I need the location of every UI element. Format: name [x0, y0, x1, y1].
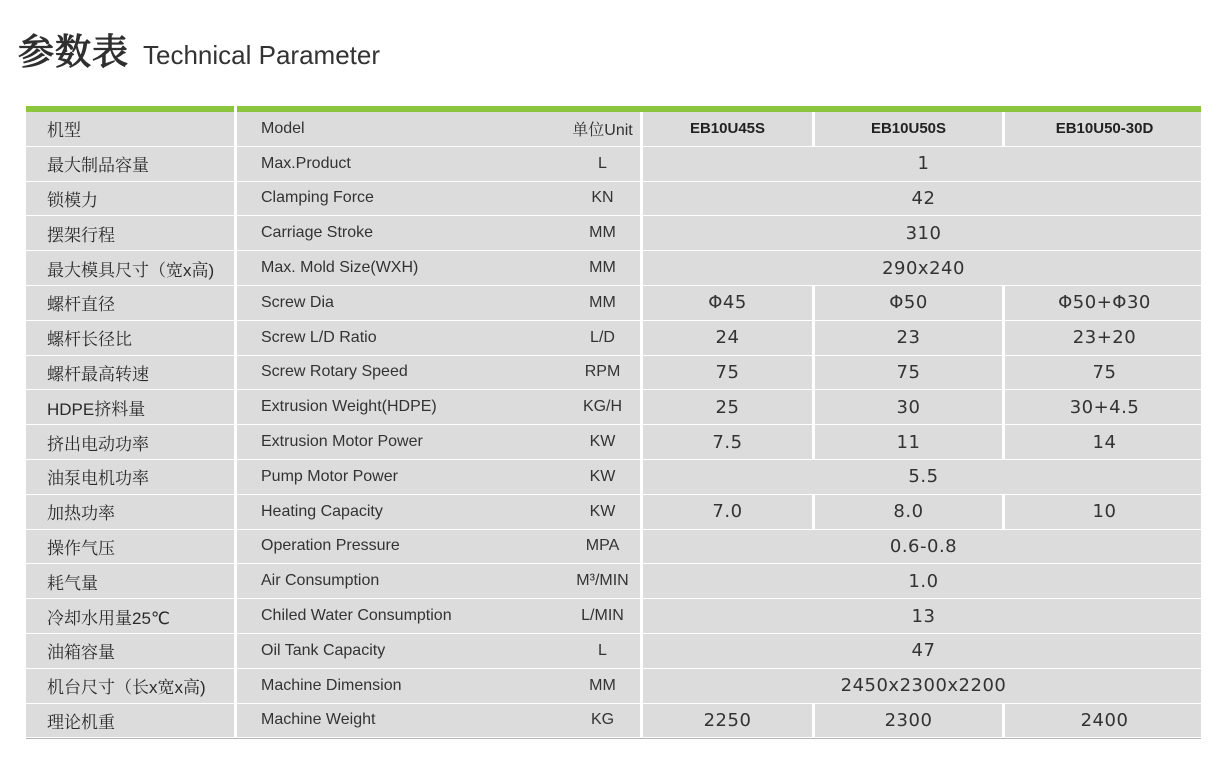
row-label-cn: 操作气压 — [26, 530, 234, 565]
row-label-en: Heating Capacity — [237, 495, 565, 530]
row-label-en: Air Consumption — [237, 564, 565, 599]
row-value-merged: 290x240 — [643, 251, 1204, 286]
row-value: 75 — [643, 356, 812, 391]
row-label-cn: HDPE挤料量 — [26, 390, 234, 425]
row-label-en: Max.Product — [237, 147, 565, 182]
row-value-merged: 13 — [643, 599, 1204, 634]
row-label-cn: 最大制品容量 — [26, 147, 234, 182]
table-bottom-line — [26, 738, 1201, 739]
row-unit: KW — [565, 460, 640, 495]
parameter-grid — [26, 112, 1201, 738]
row-value: 25 — [643, 390, 812, 425]
row-value: 11 — [815, 425, 1002, 460]
row-label-cn: 最大模具尺寸（宽x高) — [26, 251, 234, 286]
row-label-cn: 冷却水用量25℃ — [26, 599, 234, 634]
row-label-cn: 摆架行程 — [26, 216, 234, 251]
row-label-cn: 挤出电动功率 — [26, 425, 234, 460]
row-unit: MM — [565, 216, 640, 251]
row-unit: L — [565, 147, 640, 182]
row-value: 7.0 — [643, 495, 812, 530]
row-value: 24 — [643, 321, 812, 356]
header-model-2: EB10U50S — [815, 112, 1002, 147]
row-label-cn: 油箱容量 — [26, 634, 234, 669]
row-unit: MPA — [565, 530, 640, 565]
row-value-merged: 310 — [643, 216, 1204, 251]
row-unit: RPM — [565, 356, 640, 391]
page-title — [18, 24, 380, 74]
row-value: 23 — [815, 321, 1002, 356]
parameter-table — [26, 106, 1201, 739]
row-value: 10 — [1005, 495, 1204, 530]
row-value: 30+4.5 — [1005, 390, 1204, 425]
row-value: 23+20 — [1005, 321, 1204, 356]
row-value: Φ50 — [815, 286, 1002, 321]
row-value-merged: 47 — [643, 634, 1204, 669]
row-unit: KN — [565, 182, 640, 217]
header-en-label: Model — [237, 112, 565, 147]
row-unit: MM — [565, 251, 640, 286]
row-value-merged: 5.5 — [643, 460, 1204, 495]
row-label-cn: 螺杆直径 — [26, 286, 234, 321]
row-value: 2400 — [1005, 704, 1204, 739]
row-label-cn: 理论机重 — [26, 704, 234, 739]
row-unit: MM — [565, 669, 640, 704]
header-model-3: EB10U50-30D — [1005, 112, 1204, 147]
row-unit: MM — [565, 286, 640, 321]
row-label-en: Oil Tank Capacity — [237, 634, 565, 669]
row-label-cn: 螺杆最高转速 — [26, 356, 234, 391]
row-label-en: Extrusion Motor Power — [237, 425, 565, 460]
row-label-en: Extrusion Weight(HDPE) — [237, 390, 565, 425]
row-label-cn: 机台尺寸（长x宽x高) — [26, 669, 234, 704]
row-label-en: Pump Motor Power — [237, 460, 565, 495]
row-label-en: Screw Rotary Speed — [237, 356, 565, 391]
row-value: 2300 — [815, 704, 1002, 739]
row-label-cn: 锁模力 — [26, 182, 234, 217]
row-label-cn: 耗气量 — [26, 564, 234, 599]
row-value-merged: 2450x2300x2200 — [643, 669, 1204, 704]
row-label-en: Operation Pressure — [237, 530, 565, 565]
row-value: 2250 — [643, 704, 812, 739]
row-label-en: Carriage Stroke — [237, 216, 565, 251]
row-unit: L — [565, 634, 640, 669]
title-cn: 参数表 — [18, 31, 130, 72]
row-label-en: Max. Mold Size(WXH) — [237, 251, 565, 286]
row-value: 14 — [1005, 425, 1204, 460]
row-label-cn: 油泵电机功率 — [26, 460, 234, 495]
row-value: Φ50+Φ30 — [1005, 286, 1204, 321]
row-unit: KG — [565, 704, 640, 739]
row-value-merged: 1.0 — [643, 564, 1204, 599]
row-value-merged: 1 — [643, 147, 1204, 182]
row-label-en: Machine Dimension — [237, 669, 565, 704]
row-value: 7.5 — [643, 425, 812, 460]
row-unit: KW — [565, 425, 640, 460]
title-en: Technical Parameter — [143, 40, 381, 70]
row-value: Φ45 — [643, 286, 812, 321]
row-value: 30 — [815, 390, 1002, 425]
row-unit: KG/H — [565, 390, 640, 425]
row-value: 75 — [1005, 356, 1204, 391]
row-unit: M³/MIN — [565, 564, 640, 599]
row-value-merged: 42 — [643, 182, 1204, 217]
row-label-en: Chiled Water Consumption — [237, 599, 565, 634]
header-model-1: EB10U45S — [643, 112, 812, 147]
row-value: 75 — [815, 356, 1002, 391]
row-value-merged: 0.6-0.8 — [643, 530, 1204, 565]
row-label-en: Screw L/D Ratio — [237, 321, 565, 356]
row-label-en: Screw Dia — [237, 286, 565, 321]
header-cn-label: 机型 — [26, 112, 234, 147]
row-label-en: Machine Weight — [237, 704, 565, 739]
row-unit: L/D — [565, 321, 640, 356]
header-unit-label: 单位Unit — [565, 112, 640, 147]
row-unit: KW — [565, 495, 640, 530]
row-label-cn: 螺杆长径比 — [26, 321, 234, 356]
row-unit: L/MIN — [565, 599, 640, 634]
row-label-cn: 加热功率 — [26, 495, 234, 530]
row-label-en: Clamping Force — [237, 182, 565, 217]
row-value: 8.0 — [815, 495, 1002, 530]
